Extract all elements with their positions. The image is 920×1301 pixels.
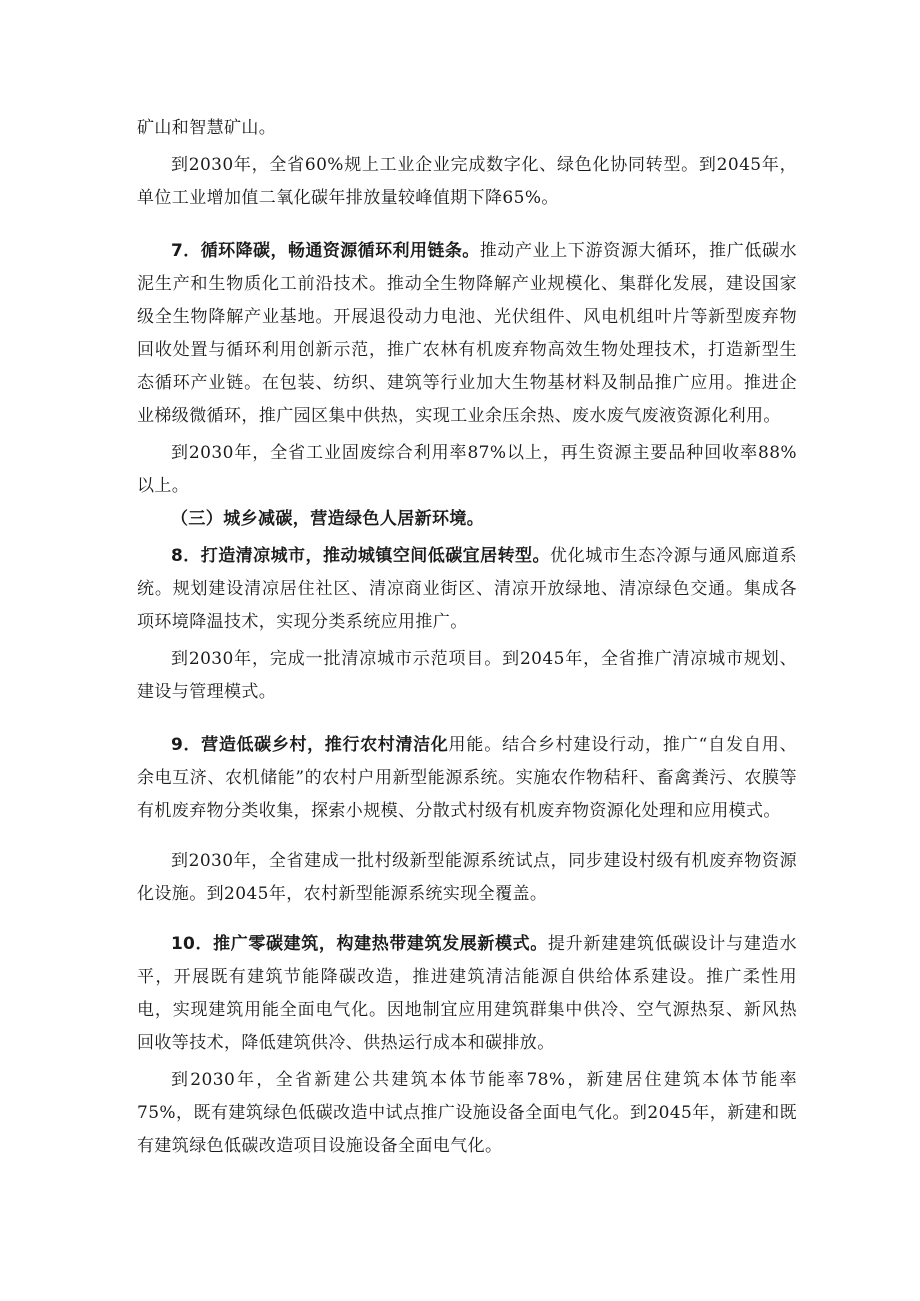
paragraph-cool-city [137, 540, 797, 639]
paragraph-industry-target: 到2030年，全省60%规上工业企业完成数字化、绿色化协同转型。到2045年，单位工业增加值二氧化碳年排放量较峰值期下降65%。 [137, 155, 797, 208]
paragraph-mines-end: 矿山和智慧矿山。 [137, 118, 277, 138]
paragraph-low-carbon-village [137, 729, 797, 828]
paragraph-circular-carbon [137, 235, 797, 433]
paragraph-cool-city-target: 到2030年，完成一批清凉城市示范项目。到2045年，全省推广清凉城市规划、建设与管理模式。 [137, 649, 797, 702]
paragraph-circular-target: 到2030年，全省工业固废综合利用率87%以上，再生资源主要品种回收率88%以上。 [137, 443, 797, 496]
paragraph-building-target: 到2030年，全省新建公共建筑本体节能率78%，新建居住建筑本体节能率75%，既有建筑绿色低碳改造中试点推广设施设备全面电气化。到2045年，新建和既有建筑绿色低碳改造项目设施设备全面电气化。 [137, 1070, 797, 1156]
section-heading-urban-rural: （三）城乡减碳，营造绿色人居新环境。 [171, 509, 485, 529]
paragraph-village-target: 到2030年，全省建成一批村级新型能源系统试点，同步建设村级有机废弃物资源化设施。到2045年，农村新型能源系统实现全覆盖。 [137, 851, 797, 904]
body-circular-carbon: 推动产业上下游资源大循环，推广低碳水泥生产和生物质化工前沿技术。推动全生物降解产业规模化、集群化发展，建设国家级全生物降解产业基地。开展退役动力电池、光伏组件、风电机组叶片等新型废弃物回收处置与循环利用创新示范，推广农林有机废弃物高效生物处理技术，打造新型生态循环产业链。在包装、纺织、建筑等行业加大生物基材料及制品推广应用。推进企业梯级微循环，推广园区集中供热，实现工业余压余热、废水废气废液资源化利用。 [137, 241, 797, 426]
heading-low-carbon-village: 9．营造低碳乡村，推行农村清洁化 [171, 735, 449, 755]
body-zero-carbon-building: 提升新建建筑低碳设计与建造水平，开展既有建筑节能降碳改造，推进建筑清洁能源自供给体系建设。推广柔性用电，实现建筑用能全面电气化。因地制宜应用建筑群集中供冷、空气源热泵、新风热回收等技术，降低建筑供冷、供热运行成本和碳排放。 [137, 934, 797, 1053]
body-cool-city: 优化城市生态冷源与通风廊道系统。规划建设清凉居住社区、清凉商业街区、清凉开放绿地、清凉绿色交通。集成各项环境降温技术，实现分类系统应用推广。 [137, 546, 797, 632]
document-page [137, 112, 797, 1163]
heading-zero-carbon-building: 10．推广零碳建筑，构建热带建筑发展新模式。 [171, 934, 548, 954]
heading-cool-city: 8．打造清凉城市，推动城镇空间低碳宜居转型。 [171, 546, 550, 566]
heading-circular-carbon: 7．循环降碳，畅通资源循环利用链条。 [171, 241, 480, 261]
body-low-carbon-village: 用能。结合乡村建设行动，推广“自发自用、余电互济、农机储能”的农村户用新型能源系统。实施农作物秸秆、畜禽粪污、农膜等有机废弃物分类收集，探索小规模、分散式村级有机废弃物资源化处理和应用模式。 [137, 735, 797, 821]
paragraph-zero-carbon-building [137, 928, 797, 1060]
